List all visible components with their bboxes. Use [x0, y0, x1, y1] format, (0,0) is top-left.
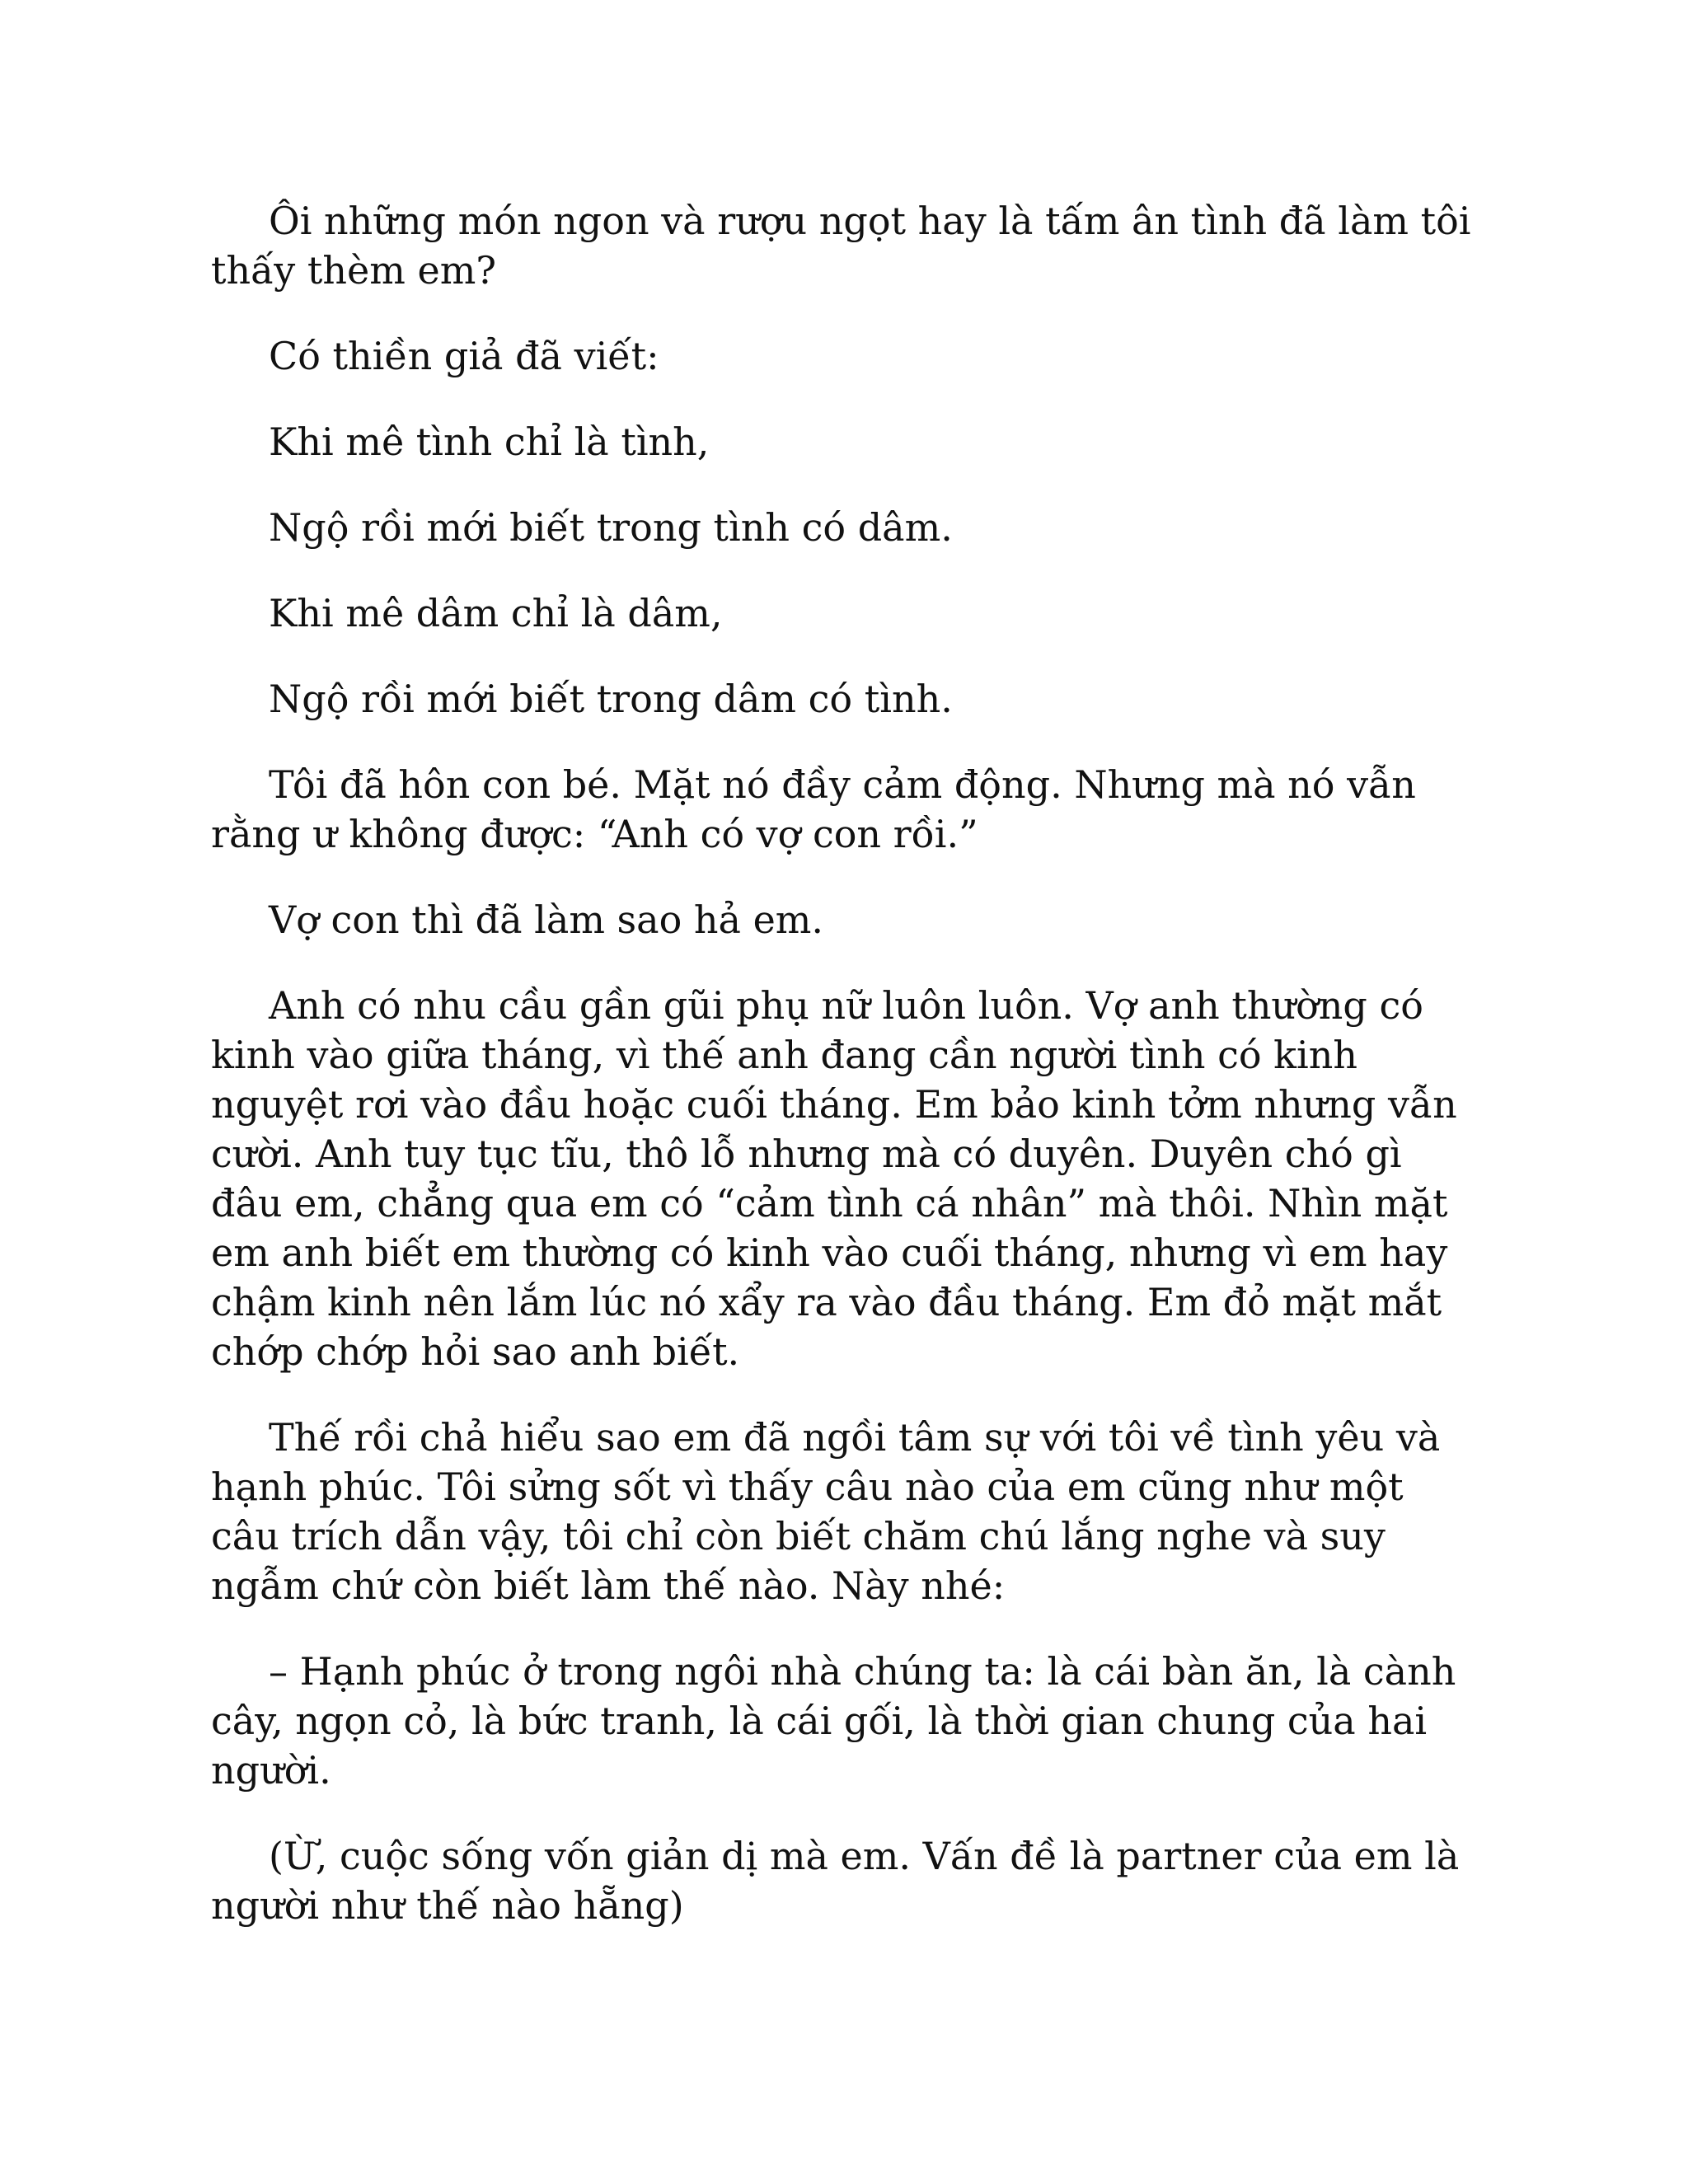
paragraph: Tôi đã hôn con bé. Mặt nó đầy cảm động. Nhưng mà nó vẫn rằng ư không được: “Anh có vợ con rồi.”: [211, 762, 1416, 856]
verse-line: Ngộ rồi mới biết trong tình có dâm.: [269, 505, 953, 550]
paragraph: – Hạnh phúc ở trong ngôi nhà chúng ta: là cái bàn ăn, là cành cây, ngọn cỏ, là bức tranh, là cái gối, là thời gian chung của hai người.: [211, 1649, 1456, 1793]
document-body: [211, 196, 1480, 1966]
paragraph: Thế rồi chả hiểu sao em đã ngồi tâm sự với tôi về tình yêu và hạnh phúc. Tôi sửng sốt vì thấy câu nào của em cũng như một câu trích dẫn vậy, tôi chỉ còn biết chăm chú lắng nghe và suy ngẫm chứ còn biết làm thế nào. Này nhé:: [211, 1415, 1441, 1608]
paragraph: Ôi những món ngon và rượu ngọt hay là tấm ân tình đã làm tôi thấy thèm em?: [211, 199, 1471, 293]
paragraph: Có thiền giả đã viết:: [269, 334, 659, 378]
paragraph: (Ừ, cuộc sống vốn giản dị mà em. Vấn đề là partner của em là người như thế nào hẵng): [211, 1834, 1460, 1928]
paragraph: Anh có nhu cầu gần gũi phụ nữ luôn luôn. Vợ anh thường có kinh vào giữa tháng, vì thế anh đang cần người tình có kinh nguyệt rơi vào đầu hoặc cuối tháng. Em bảo kinh tởm nhưng vẫn cười. Anh tuy tục tĩu, thô lỗ nhưng mà có duyên. Duyên chó gì đâu em, chẳng qua em có “cảm tình cá nhân” mà thôi. Nhìn mặt em anh biết em thường có kinh vào cuối tháng, nhưng vì em hay chậm kinh nên lắm lúc nó xẩy ra vào đầu tháng. Em đỏ mặt mắt chớp chớp hỏi sao anh biết.: [211, 983, 1457, 1374]
paragraph: Vợ con thì đã làm sao hả em.: [269, 898, 824, 942]
verse-line: Khi mê tình chỉ là tình,: [269, 419, 710, 464]
verse-line: Ngộ rồi mới biết trong dâm có tình.: [269, 677, 953, 721]
verse-line: Khi mê dâm chỉ là dâm,: [269, 591, 723, 635]
